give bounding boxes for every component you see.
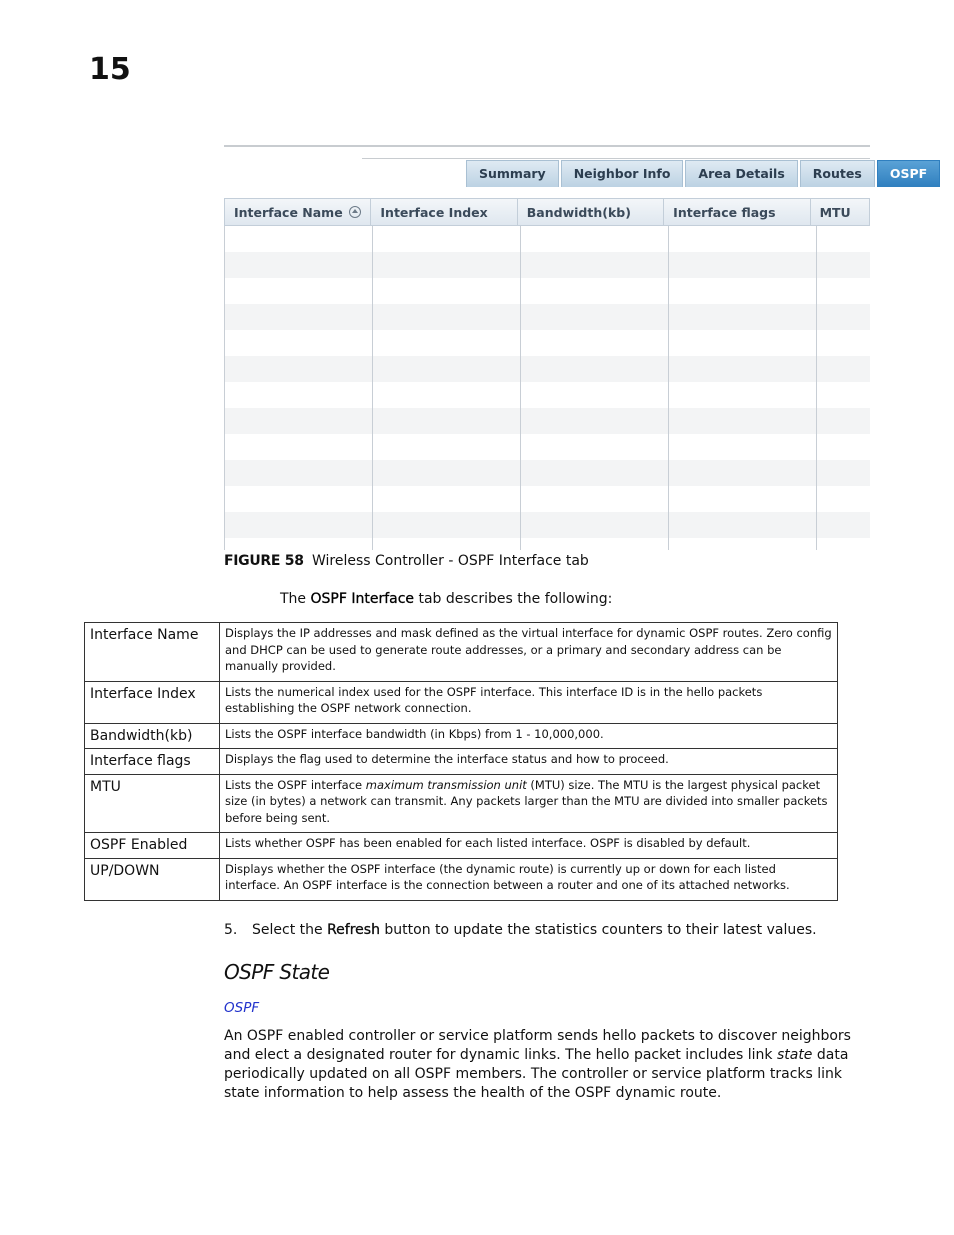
tab-neighbor-info[interactable]: Neighbor Info bbox=[561, 160, 684, 187]
field-definition: Displays the flag used to determine the interface status and how to proceed. bbox=[220, 749, 838, 775]
column-divider bbox=[816, 226, 817, 550]
figure-caption-label: FIGURE 58 bbox=[224, 553, 304, 569]
tab-ospf-interface[interactable]: OSPF bbox=[877, 160, 940, 187]
column-header-interface-index[interactable]: Interface Index bbox=[371, 198, 517, 226]
column-divider bbox=[668, 226, 669, 550]
step-button-name: Refresh bbox=[327, 922, 380, 938]
step-number: 5. bbox=[224, 922, 238, 938]
figure-caption bbox=[224, 553, 589, 569]
figure-caption-text: Wireless Controller - OSPF Interface tab bbox=[312, 553, 589, 569]
table-row bbox=[85, 749, 838, 775]
paragraph-text: An OSPF enabled controller or service platform sends hello packets to discover neighbors and elect a designated router for dynamic links. The hello packet includes link bbox=[224, 1028, 851, 1063]
column-header-label: Interface Name bbox=[234, 205, 343, 220]
column-divider bbox=[372, 226, 373, 550]
interface-grid bbox=[224, 198, 870, 550]
step-text: Select the bbox=[252, 922, 328, 938]
intro-tab-name: OSPF Interface bbox=[310, 591, 415, 607]
table-row bbox=[224, 356, 870, 382]
field-term: Interface Index bbox=[85, 681, 220, 723]
field-definition: Displays the IP addresses and mask defined as the virtual interface for dynamic OSPF routes. Zero config and DHCP can be used to generate route addresses, or a primary and secondary address can be manually provided. bbox=[220, 623, 838, 682]
column-divider bbox=[224, 226, 225, 550]
table-row bbox=[85, 723, 838, 749]
table-row bbox=[85, 774, 838, 833]
paragraph-emphasis: state bbox=[776, 1047, 813, 1063]
field-definition: Displays whether the OSPF interface (the dynamic route) is currently up or down for each listed interface. An OSPF interface is the connection between a router and one of its attached networks. bbox=[220, 858, 838, 900]
table-row bbox=[224, 486, 870, 512]
section-heading: OSPF State bbox=[224, 960, 330, 984]
field-description-table bbox=[84, 622, 838, 901]
field-term: Interface flags bbox=[85, 749, 220, 775]
table-row bbox=[85, 681, 838, 723]
field-term: OSPF Enabled bbox=[85, 833, 220, 859]
table-row bbox=[224, 460, 870, 486]
table-row bbox=[224, 382, 870, 408]
tab-bar bbox=[466, 160, 942, 186]
ospf-interface-screenshot bbox=[224, 145, 928, 549]
definition-text: (MTU) size. The MTU is the largest physical packet size (in bytes) a network can transmit. Any packets larger than the MTU are divided into smaller packets before being sent. bbox=[225, 777, 828, 825]
table-row bbox=[85, 833, 838, 859]
tabbar-rule bbox=[362, 158, 870, 159]
intro-sentence bbox=[280, 591, 612, 607]
field-term: MTU bbox=[85, 774, 220, 833]
tab-routes[interactable]: Routes bbox=[800, 160, 875, 187]
tab-area-details[interactable]: Area Details bbox=[685, 160, 797, 187]
figure-top-rule bbox=[224, 145, 870, 147]
grid-header bbox=[224, 198, 870, 226]
field-term: UP/DOWN bbox=[85, 858, 220, 900]
tab-summary[interactable]: Summary bbox=[466, 160, 559, 187]
step-text: button to update the statistics counters to their latest values. bbox=[379, 922, 817, 938]
field-definition: Lists whether OSPF has been enabled for each listed interface. OSPF is disabled by default. bbox=[220, 833, 838, 859]
column-divider bbox=[520, 226, 521, 550]
field-definition: Lists the numerical index used for the OSPF interface. This interface ID is in the hello packets establishing the OSPF network connection. bbox=[220, 681, 838, 723]
table-row bbox=[224, 226, 870, 252]
table-row bbox=[224, 330, 870, 356]
table-row bbox=[224, 512, 870, 538]
table-row bbox=[85, 623, 838, 682]
column-header-mtu[interactable]: MTU bbox=[811, 198, 870, 226]
ospf-link[interactable]: OSPF bbox=[224, 1000, 260, 1016]
intro-text: The bbox=[280, 591, 311, 607]
column-header-interface-flags[interactable]: Interface flags bbox=[664, 198, 810, 226]
procedure-step bbox=[224, 922, 817, 938]
table-row bbox=[224, 278, 870, 304]
column-header-bandwidth[interactable]: Bandwidth(kb) bbox=[518, 198, 664, 226]
body-paragraph bbox=[224, 1027, 874, 1103]
field-term: Bandwidth(kb) bbox=[85, 723, 220, 749]
table-row bbox=[224, 304, 870, 330]
table-row bbox=[85, 858, 838, 900]
table-row bbox=[224, 434, 870, 460]
table-row bbox=[224, 408, 870, 434]
chapter-number: 15 bbox=[89, 52, 131, 87]
column-header-interface-name[interactable] bbox=[224, 198, 371, 226]
definition-emphasis: maximum transmission unit bbox=[365, 777, 527, 792]
sort-ascending-icon[interactable] bbox=[349, 206, 361, 218]
field-definition: Lists the OSPF interface bandwidth (in Kbps) from 1 - 10,000,000. bbox=[220, 723, 838, 749]
field-term: Interface Name bbox=[85, 623, 220, 682]
grid-body bbox=[224, 226, 870, 550]
definition-text: Lists the OSPF interface bbox=[225, 777, 366, 792]
field-definition bbox=[220, 774, 838, 833]
paragraph-text: data periodically updated on all OSPF members. The controller or service platform tracks link state information to help assess the health of the OSPF dynamic route. bbox=[224, 1047, 849, 1101]
intro-text: tab describes the following: bbox=[414, 591, 613, 607]
table-row bbox=[224, 252, 870, 278]
